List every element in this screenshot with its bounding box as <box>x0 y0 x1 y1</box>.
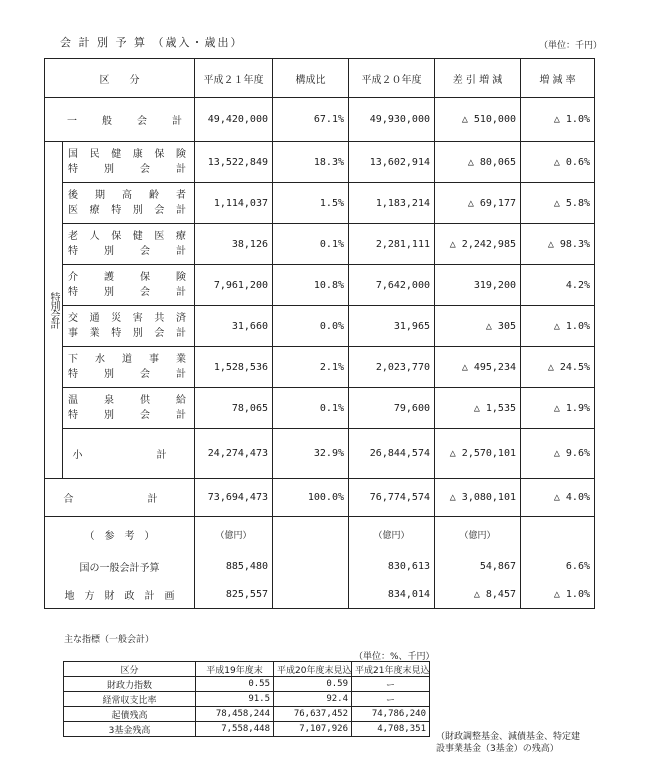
general-label: 一 般 会 計 <box>45 98 195 142</box>
reference-unit-fy21: （億円） <box>195 517 273 553</box>
reference-diff: △ 8,457 <box>435 581 521 609</box>
special-account-row <box>45 183 595 224</box>
indicator-v21: 4,708,351 <box>352 722 430 737</box>
general-diff: △ 510,000 <box>435 98 521 142</box>
special-rate: △ 5.8% <box>521 183 595 224</box>
special-label-line1: 交通災害共済 <box>68 313 186 324</box>
special-ratio: 0.0% <box>273 306 349 347</box>
special-rate: △ 1.9% <box>521 388 595 429</box>
subtotal-row <box>45 429 595 479</box>
indicator-v19: 0.55 <box>196 677 274 692</box>
special-fy21: 31,660 <box>195 306 273 347</box>
special-diff: 319,200 <box>435 265 521 306</box>
special-account-label <box>63 306 195 347</box>
total-diff: △ 3,080,101 <box>435 479 521 517</box>
special-fy20: 2,281,111 <box>349 224 435 265</box>
special-fy20: 1,183,214 <box>349 183 435 224</box>
reference-fy21: 885,480 <box>195 553 273 581</box>
reference-row-label: 地 方 財 政 計 画 <box>45 581 195 609</box>
reference-label: （ 参 考 ） <box>45 517 195 553</box>
special-fy20: 79,600 <box>349 388 435 429</box>
reference-ratio-blank <box>273 517 349 553</box>
fund-note <box>436 731 580 755</box>
page-title: 会 計 別 予 算 （歳入・歳出） <box>60 36 244 49</box>
special-fy20: 7,642,000 <box>349 265 435 306</box>
special-diff: △ 69,177 <box>435 183 521 224</box>
special-ratio: 2.1% <box>273 347 349 388</box>
indicator-v21: ー <box>352 677 430 692</box>
reference-fy20: 834,014 <box>349 581 435 609</box>
ind-header-fy19: 平成19年度末 <box>196 662 274 677</box>
total-rate: △ 4.0% <box>521 479 595 517</box>
ind-header-category: 区分 <box>64 662 196 677</box>
indicator-label: 財政力指数 <box>64 677 196 692</box>
special-rate: △ 98.3% <box>521 224 595 265</box>
special-account-row <box>45 306 595 347</box>
special-rate: △ 0.6% <box>521 142 595 183</box>
subtotal-diff: △ 2,570,101 <box>435 429 521 479</box>
reference-row <box>45 581 595 609</box>
special-diff: △ 2,242,985 <box>435 224 521 265</box>
general-ratio: 67.1% <box>273 98 349 142</box>
reference-rate: 6.6% <box>521 553 595 581</box>
reference-fy21: 825,557 <box>195 581 273 609</box>
indicator-row <box>64 677 430 692</box>
special-ratio: 0.1% <box>273 224 349 265</box>
special-rate: 4.2% <box>521 265 595 306</box>
reference-row <box>45 553 595 581</box>
special-account-label <box>63 347 195 388</box>
special-account-row <box>45 224 595 265</box>
header-fy20: 平成２０年度 <box>349 59 435 98</box>
special-label-line1: 国民健康保険 <box>68 149 186 160</box>
special-account-label <box>63 224 195 265</box>
header-ratio: 構成比 <box>273 59 349 98</box>
indicator-v20: 92.4 <box>274 692 352 707</box>
special-diff: △ 495,234 <box>435 347 521 388</box>
indicator-v20: 0.59 <box>274 677 352 692</box>
indicators-table <box>63 661 430 737</box>
total-label: 合 計 <box>45 479 195 517</box>
header-rate: 増 減 率 <box>521 59 595 98</box>
special-account-row <box>45 347 595 388</box>
special-label-line2: 事業特別会計 <box>68 328 186 339</box>
reference-ratio-blank <box>273 581 349 609</box>
special-ratio: 10.8% <box>273 265 349 306</box>
general-fy21: 49,420,000 <box>195 98 273 142</box>
special-label-line2: 特 別 会 計 <box>68 246 186 257</box>
budget-table <box>44 58 595 609</box>
subtotal-ratio: 32.9% <box>273 429 349 479</box>
special-ratio: 1.5% <box>273 183 349 224</box>
indicators-title: 主な指標（一般会計） <box>64 635 155 645</box>
special-label-line2: 特 別 会 計 <box>68 164 186 175</box>
general-row <box>45 98 595 142</box>
reference-unit-diff: （億円） <box>435 517 521 553</box>
general-fy20: 49,930,000 <box>349 98 435 142</box>
total-fy21: 73,694,473 <box>195 479 273 517</box>
special-label-line1: 下 水 道 事 業 <box>68 354 186 365</box>
fund-note-line1: （財政調整基金、減債基金、特定建 <box>436 732 581 742</box>
indicator-row <box>64 692 430 707</box>
special-diff: △ 80,065 <box>435 142 521 183</box>
header-fy21: 平成２１年度 <box>195 59 273 98</box>
special-fy21: 38,126 <box>195 224 273 265</box>
total-fy20: 76,774,574 <box>349 479 435 517</box>
special-label-line1: 温 泉 供 給 <box>68 395 186 406</box>
unit-label: （単位：千円） <box>538 41 602 51</box>
special-label-line1: 介 護 保 険 <box>68 272 186 283</box>
special-group-label: 特別会計 <box>45 142 63 479</box>
indicator-v21: 74,786,240 <box>352 707 430 722</box>
indicator-v21: ー <box>352 692 430 707</box>
indicator-row <box>64 707 430 722</box>
special-ratio: 18.3% <box>273 142 349 183</box>
special-rate: △ 24.5% <box>521 347 595 388</box>
special-diff: △ 1,535 <box>435 388 521 429</box>
special-rate: △ 1.0% <box>521 306 595 347</box>
special-account-label <box>63 183 195 224</box>
indicator-v20: 76,637,452 <box>274 707 352 722</box>
reference-rate: △ 1.0% <box>521 581 595 609</box>
reference-fy20: 830,613 <box>349 553 435 581</box>
special-account-label <box>63 388 195 429</box>
total-row <box>45 479 595 517</box>
indicator-label: 起債残高 <box>64 707 196 722</box>
header-row <box>45 59 595 98</box>
special-label-line2: 特 別 会 計 <box>68 369 186 380</box>
indicators-unit: （単位：%、千円） <box>354 652 435 662</box>
ind-header-fy21: 平成21年度末見込 <box>352 662 430 677</box>
special-fy21: 78,065 <box>195 388 273 429</box>
subtotal-fy21: 24,274,473 <box>195 429 273 479</box>
subtotal-rate: △ 9.6% <box>521 429 595 479</box>
total-ratio: 100.0% <box>273 479 349 517</box>
indicator-v20: 7,107,926 <box>274 722 352 737</box>
special-account-label <box>63 142 195 183</box>
special-label-line1: 老人保健医療 <box>68 231 186 242</box>
header-category: 区 分 <box>45 59 195 98</box>
indicator-label: 経常収支比率 <box>64 692 196 707</box>
special-account-row <box>45 142 595 183</box>
special-diff: △ 305 <box>435 306 521 347</box>
reference-diff: 54,867 <box>435 553 521 581</box>
reference-rate-blank <box>521 517 595 553</box>
reference-row-label: 国の一般会計予算 <box>45 553 195 581</box>
special-fy20: 31,965 <box>349 306 435 347</box>
special-label-line1: 後期高齢者 <box>68 190 186 201</box>
special-fy20: 2,023,770 <box>349 347 435 388</box>
special-fy21: 7,961,200 <box>195 265 273 306</box>
special-label-line2: 医療特別会計 <box>68 205 186 216</box>
indicator-v19: 91.5 <box>196 692 274 707</box>
special-label-line2: 特 別 会 計 <box>68 410 186 421</box>
special-ratio: 0.1% <box>273 388 349 429</box>
special-account-row <box>45 265 595 306</box>
indicator-v19: 7,558,448 <box>196 722 274 737</box>
header-diff: 差 引 増 減 <box>435 59 521 98</box>
reference-unit-fy20: （億円） <box>349 517 435 553</box>
special-account-label <box>63 265 195 306</box>
indicators-header-row <box>64 662 430 677</box>
special-fy21: 1,528,536 <box>195 347 273 388</box>
reference-ratio-blank <box>273 553 349 581</box>
indicator-row <box>64 722 430 737</box>
special-fy21: 1,114,037 <box>195 183 273 224</box>
indicator-label: 3基金残高 <box>64 722 196 737</box>
general-rate: △ 1.0% <box>521 98 595 142</box>
indicator-v19: 78,458,244 <box>196 707 274 722</box>
subtotal-label: 小 計 <box>63 429 195 479</box>
reference-section <box>45 517 595 609</box>
special-fy21: 13,522,849 <box>195 142 273 183</box>
fund-note-line2: 設事業基金（3基金）の残高） <box>436 744 559 754</box>
subtotal-fy20: 26,844,574 <box>349 429 435 479</box>
special-account-row <box>45 388 595 429</box>
ind-header-fy20: 平成20年度末見込 <box>274 662 352 677</box>
special-fy20: 13,602,914 <box>349 142 435 183</box>
reference-header-row <box>45 517 595 553</box>
special-label-line2: 特 別 会 計 <box>68 287 186 298</box>
